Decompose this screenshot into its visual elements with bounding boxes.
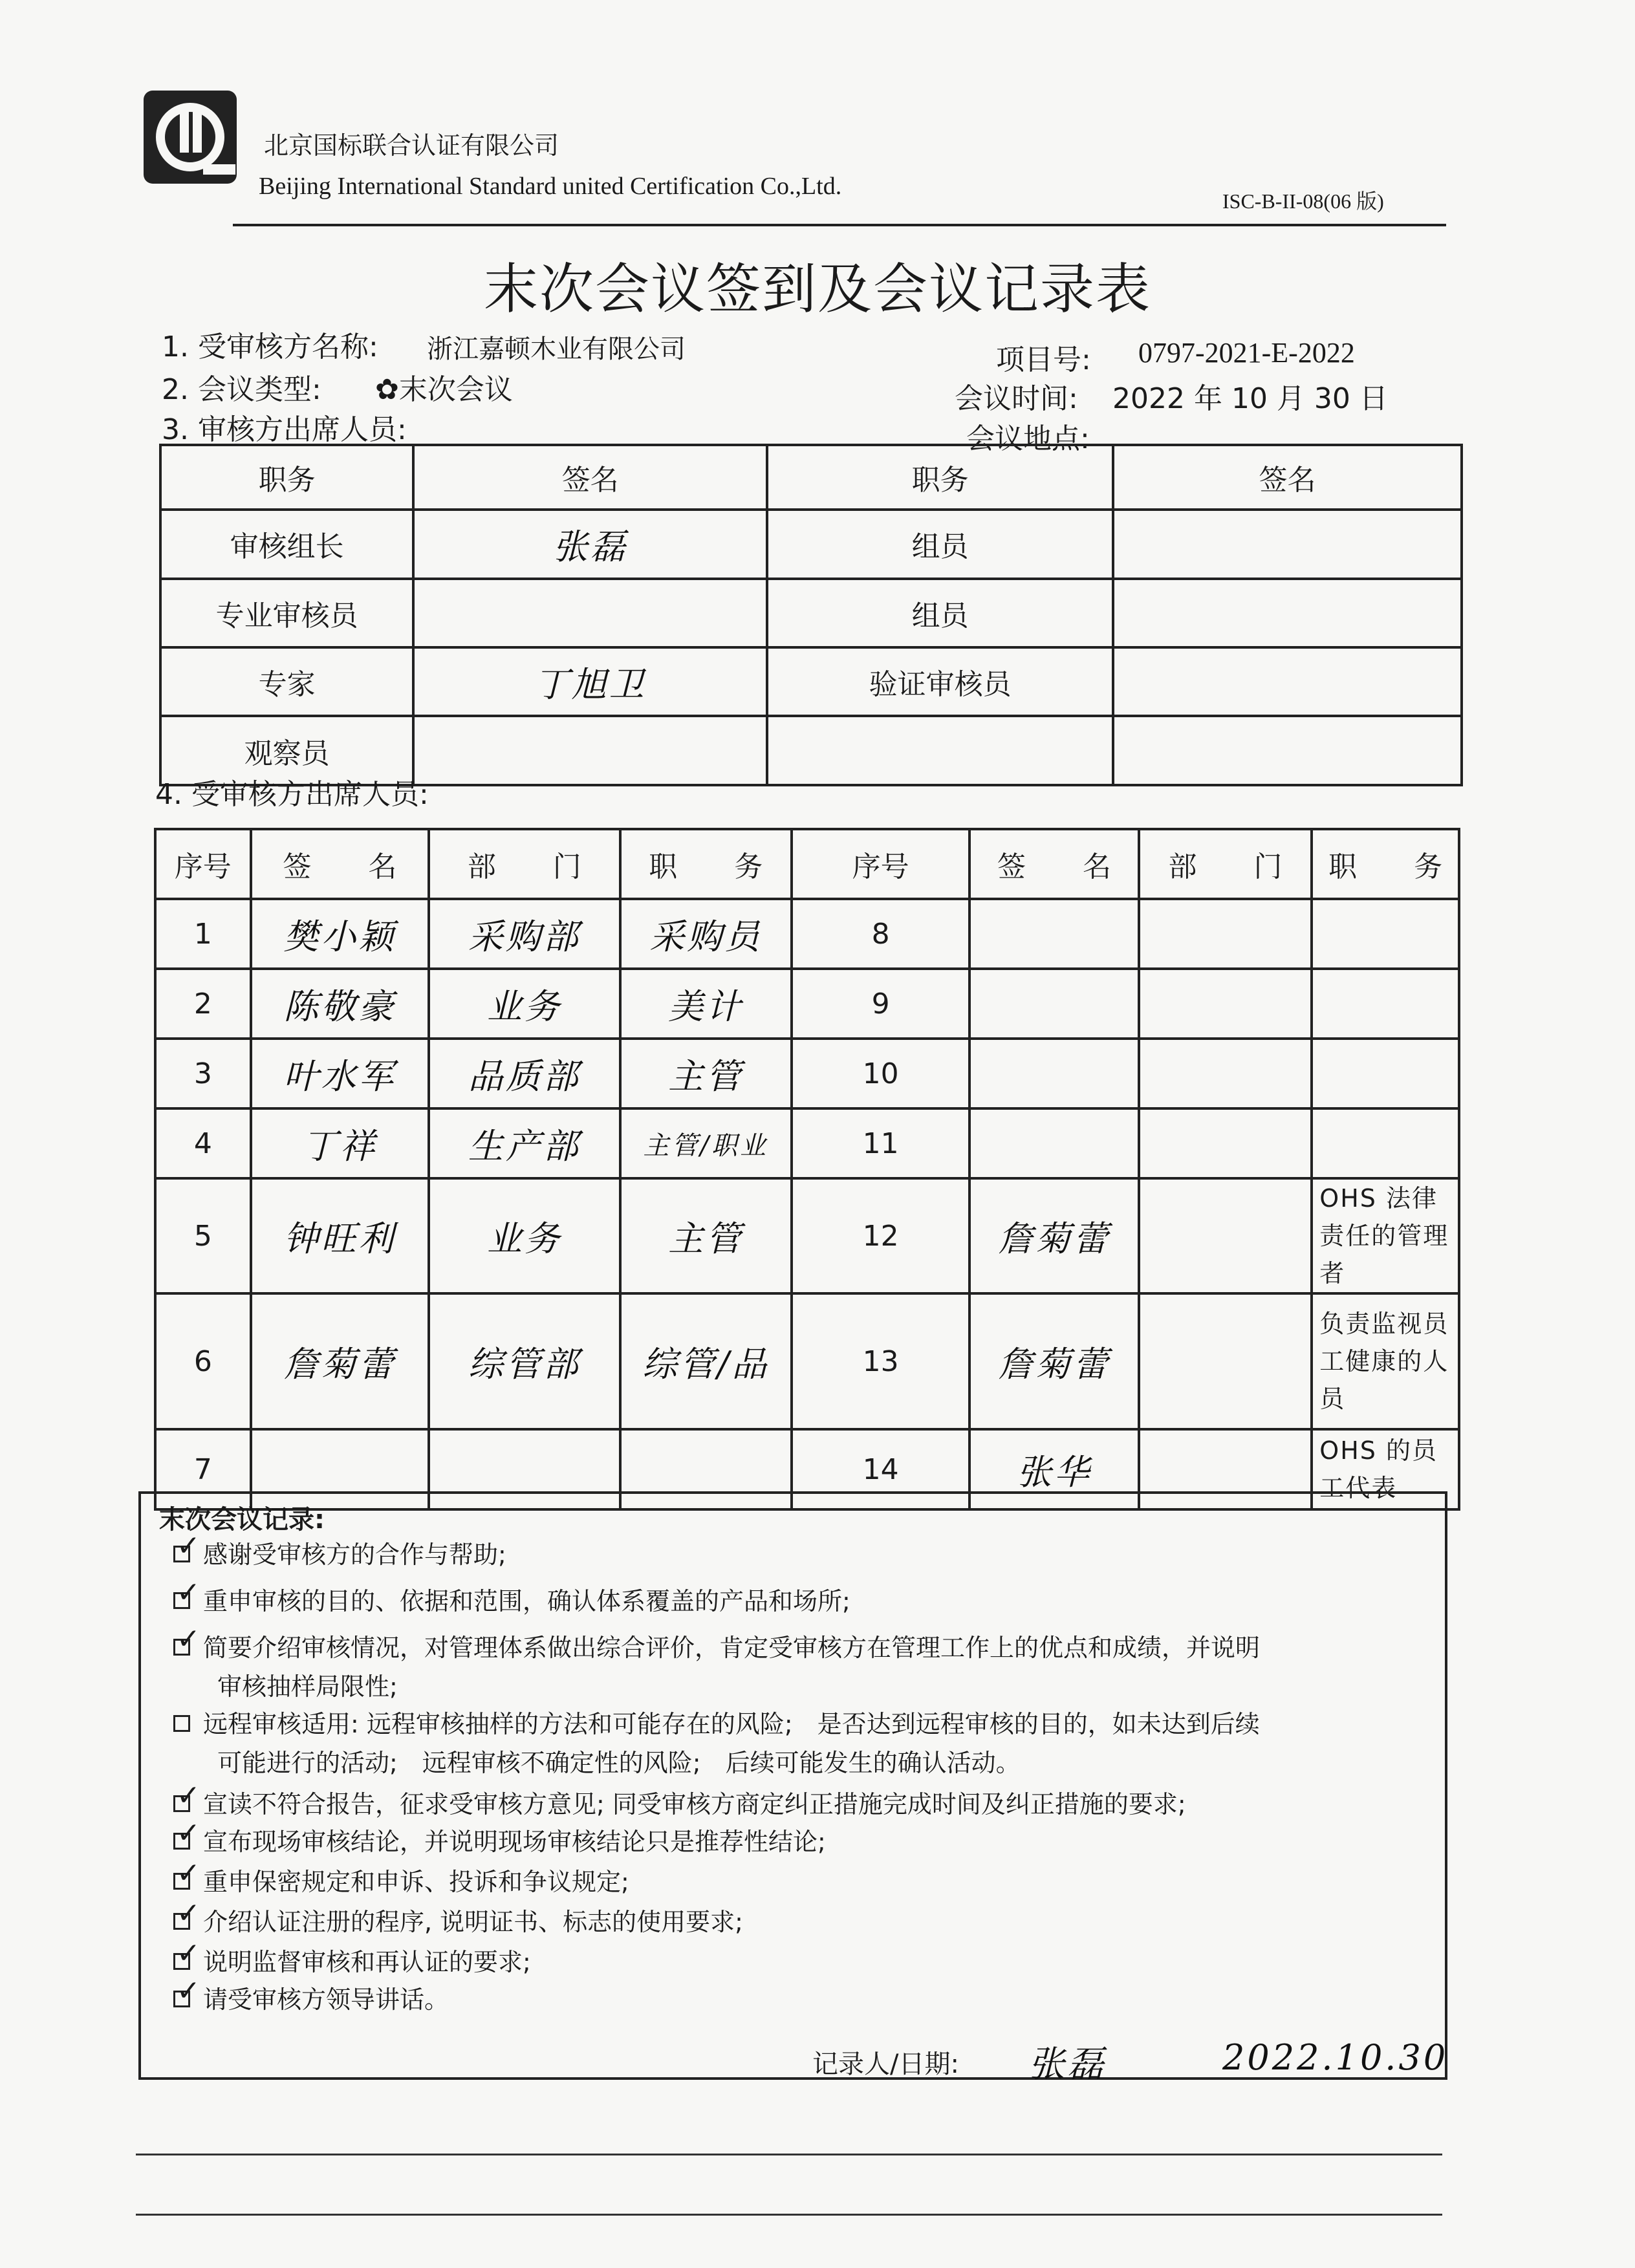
meeting-place-label: 会议地点: <box>966 422 1090 455</box>
record-checkbox[interactable] <box>173 1639 190 1656</box>
record-item <box>173 1535 1441 1574</box>
signature-cell <box>1113 510 1462 578</box>
table-row <box>155 1108 1459 1178</box>
role-cell: 专家 <box>160 647 413 716</box>
signature-cell <box>1113 716 1462 785</box>
table-row <box>160 510 1462 578</box>
record-item <box>173 1822 1441 1861</box>
signature-cell <box>969 1108 1139 1178</box>
meeting-time-value: 2022 年 10 月 30 日 <box>1112 382 1388 415</box>
position-cell <box>1312 899 1459 969</box>
auditor-attendees-label: 3. 审核方出席人员: <box>162 413 407 446</box>
signature-cell: 钟旺利 <box>251 1178 429 1293</box>
seq-cell: 12 <box>792 1178 969 1293</box>
record-item-text: 重申审核的目的、依据和范围，确认体系覆盖的产品和场所; <box>203 1587 850 1615</box>
position-cell <box>1312 1108 1459 1178</box>
table-row <box>155 1178 1459 1293</box>
record-checkbox[interactable] <box>173 1833 190 1850</box>
signature-cell <box>969 899 1139 969</box>
header-cell: 部 门 <box>429 829 620 899</box>
seq-cell: 3 <box>155 1039 251 1108</box>
seq-cell: 5 <box>155 1178 251 1293</box>
table-row <box>155 1039 1459 1108</box>
record-item-text: 介绍认证注册的程序, 说明证书、标志的使用要求; <box>203 1908 743 1936</box>
seq-cell: 8 <box>792 899 969 969</box>
seq-cell: 11 <box>792 1108 969 1178</box>
position-cell: 综管/品 <box>620 1293 792 1429</box>
auditor-attendance-table <box>159 444 1463 786</box>
position-cell: OHS 法律责任的管理者 <box>1312 1178 1459 1293</box>
signature-cell <box>413 716 767 785</box>
table-row <box>155 969 1459 1039</box>
record-checkbox[interactable] <box>173 1913 190 1930</box>
recorder-signature: 张磊 <box>1028 2044 1106 2086</box>
position-cell: OHS 的员工代表 <box>1312 1429 1459 1509</box>
role-cell <box>767 716 1113 785</box>
record-checkbox[interactable] <box>173 1991 190 2007</box>
header-cell: 签名 <box>1113 445 1462 510</box>
record-item-continuation: 审核抽样局限性; <box>217 1672 398 1701</box>
auditee-attendance-table <box>154 828 1460 1502</box>
isc-logo-icon <box>141 88 239 186</box>
record-item <box>173 1863 1441 1901</box>
position-cell: 负责监视员工健康的人员 <box>1312 1293 1459 1429</box>
signature-cell: 詹菊蕾 <box>969 1178 1139 1293</box>
meeting-type-value: ✿末次会议 <box>375 373 513 406</box>
header-cell: 签名 <box>413 445 767 510</box>
role-cell: 组员 <box>767 579 1113 647</box>
header-divider <box>233 224 1446 226</box>
seq-cell: 4 <box>155 1108 251 1178</box>
record-item <box>173 1628 1441 1706</box>
record-item-continuation: 可能进行的活动; 远程审核不确定性的风险; 后续可能发生的确认活动。 <box>217 1749 1021 1777</box>
record-checkbox[interactable] <box>173 1953 190 1970</box>
record-checkbox[interactable] <box>173 1715 190 1732</box>
record-checkbox[interactable] <box>173 1592 190 1609</box>
department-cell: 品质部 <box>429 1039 620 1108</box>
footer-divider <box>136 2154 1442 2155</box>
seq-cell: 6 <box>155 1293 251 1429</box>
record-item <box>173 1582 1441 1621</box>
position-cell: 主管 <box>620 1039 792 1108</box>
header-cell: 职 务 <box>1312 829 1459 899</box>
header-cell: 序号 <box>792 829 969 899</box>
department-cell <box>1139 969 1312 1039</box>
record-item-text: 简要介绍审核情况，对管理体系做出综合评价，肯定受审核方在管理工作上的优点和成绩，并说明 <box>203 1634 1261 1662</box>
record-checkbox[interactable] <box>173 1795 190 1812</box>
position-cell: 主管 <box>620 1178 792 1293</box>
department-cell <box>1139 1293 1312 1429</box>
signature-cell: 张华 <box>969 1429 1139 1509</box>
footer-divider <box>136 2214 1442 2216</box>
recorder-label: 记录人/日期: <box>812 2049 959 2079</box>
signature-cell: 张磊 <box>413 510 767 578</box>
header-cell: 签 名 <box>251 829 429 899</box>
header-cell: 职务 <box>767 445 1113 510</box>
document-title: 末次会议签到及会议记录表 <box>483 257 1151 321</box>
department-cell <box>1139 1178 1312 1293</box>
record-item-text: 说明监督审核和再认证的要求; <box>203 1948 531 1976</box>
meeting-record-title: 末次会议记录: <box>159 1505 325 1535</box>
record-item-text: 请受审核方领导讲话。 <box>203 1985 449 2014</box>
record-item-text: 感谢受审核方的合作与帮助; <box>203 1540 506 1569</box>
recorder-date: 2022.10.30 <box>1222 2037 1449 2078</box>
record-item <box>173 1943 1441 1982</box>
position-cell <box>1312 969 1459 1039</box>
signature-cell: 丁祥 <box>251 1108 429 1178</box>
seq-cell: 2 <box>155 969 251 1039</box>
role-cell: 审核组长 <box>160 510 413 578</box>
header-cell: 签 名 <box>969 829 1139 899</box>
form-code: ISC-B-II-08(06 版) <box>1222 189 1384 213</box>
meeting-type-label: 2. 会议类型: <box>162 373 321 406</box>
signature-cell <box>413 579 767 647</box>
signature-cell: 詹菊蕾 <box>251 1293 429 1429</box>
signature-cell <box>1113 647 1462 716</box>
position-cell: 采购员 <box>620 899 792 969</box>
auditee-attendees-label: 4. 受审核方出席人员: <box>155 778 429 811</box>
table-row <box>160 579 1462 647</box>
table-row <box>155 899 1459 969</box>
record-item-text: 宣读不符合报告，征求受审核方意见; 同受审核方商定纠正措施完成时间及纠正措施的要求; <box>203 1790 1186 1819</box>
company-name-en: Beijing International Standard united Certification Co.,Ltd. <box>259 173 842 200</box>
role-cell: 观察员 <box>160 716 413 785</box>
role-cell: 验证审核员 <box>767 647 1113 716</box>
record-item <box>173 1785 1441 1824</box>
department-cell: 综管部 <box>429 1293 620 1429</box>
department-cell: 采购部 <box>429 899 620 969</box>
seq-cell: 1 <box>155 899 251 969</box>
department-cell: 业务 <box>429 1178 620 1293</box>
position-cell <box>1312 1039 1459 1108</box>
project-no-value: 0797-2021-E-2022 <box>1138 337 1355 369</box>
company-name-cn: 北京国标联合认证有限公司 <box>264 131 559 160</box>
table-header-row <box>160 445 1462 510</box>
seq-cell: 13 <box>792 1293 969 1429</box>
seq-cell: 14 <box>792 1429 969 1509</box>
role-cell: 组员 <box>767 510 1113 578</box>
signature-cell: 樊小颖 <box>251 899 429 969</box>
header-cell: 职务 <box>160 445 413 510</box>
signature-cell: 叶水军 <box>251 1039 429 1108</box>
signature-cell: 陈敬豪 <box>251 969 429 1039</box>
signature-cell <box>969 969 1139 1039</box>
signature-cell: 丁旭卫 <box>413 647 767 716</box>
auditee-name-label: 1. 受审核方名称: <box>162 330 378 363</box>
record-item <box>173 1980 1441 2019</box>
table-header-row <box>155 829 1459 899</box>
signature-cell <box>1113 579 1462 647</box>
meeting-time-label: 会议时间: <box>955 382 1078 415</box>
record-item <box>173 1903 1441 1941</box>
record-item-text: 重申保密规定和申诉、投诉和争议规定; <box>203 1868 629 1896</box>
auditee-name-value: 浙江嘉顿木业有限公司 <box>427 334 686 364</box>
department-cell: 业务 <box>429 969 620 1039</box>
table-row <box>155 1293 1459 1429</box>
seq-cell: 9 <box>792 969 969 1039</box>
seq-cell: 7 <box>155 1429 251 1509</box>
record-checkbox[interactable] <box>173 1873 190 1890</box>
record-item-text: 宣布现场审核结论，并说明现场审核结论只是推荐性结论; <box>203 1828 826 1856</box>
department-cell <box>1139 1108 1312 1178</box>
record-checkbox[interactable] <box>173 1546 190 1562</box>
signature-cell: 詹菊蕾 <box>969 1293 1139 1429</box>
department-cell: 生产部 <box>429 1108 620 1178</box>
department-cell <box>1139 1039 1312 1108</box>
record-item-text: 远程审核适用: 远程审核抽样的方法和可能存在的风险; 是否达到远程审核的目的，如未达到后续 <box>203 1710 1260 1738</box>
signature-cell <box>969 1039 1139 1108</box>
department-cell <box>1139 899 1312 969</box>
position-cell: 美计 <box>620 969 792 1039</box>
project-no-label: 项目号: <box>996 343 1091 376</box>
header-cell: 部 门 <box>1139 829 1312 899</box>
role-cell: 专业审核员 <box>160 579 413 647</box>
table-row <box>160 647 1462 716</box>
record-item <box>173 1705 1441 1782</box>
header-cell: 序号 <box>155 829 251 899</box>
header-cell: 职 务 <box>620 829 792 899</box>
position-cell: 主管/职业 <box>620 1108 792 1178</box>
seq-cell: 10 <box>792 1039 969 1108</box>
